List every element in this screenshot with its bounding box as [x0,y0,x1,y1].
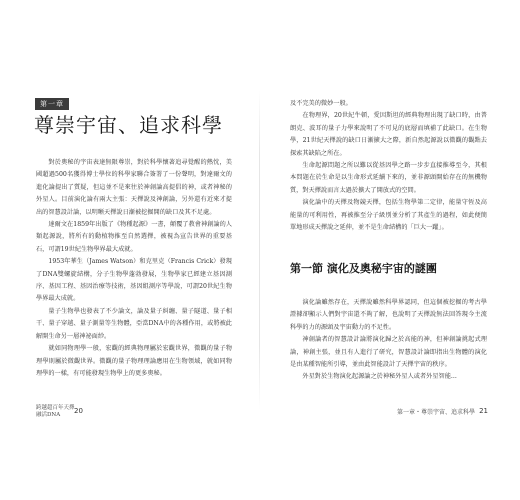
left-body-text [36,157,232,380]
right-body-text-top [290,98,487,234]
paragraph: 演化論雖然存在，天擇說雖然科學界認同，但這個被挖掘的考古學證據卻顯示人們對宇宙還不夠了解，也說明了天擇說無法回答現今主流科學的力的源頭及宇宙動力的不足性。 [290,299,487,331]
paragraph: 及不完美的微妙一般。 [290,100,352,107]
paragraph: 就如同物理學一般，宏觀的經典物理屬於宏觀世界，微觀的量子物理學則屬於微觀世界。微觀的量子物理理論應用在生物領域，就如同物理學的一樣，有可能發現生物學上的更多奧秘。 [36,345,232,377]
left-running-footer [36,405,75,419]
paragraph: 外星對於生物演化起源論之於神秘外星人或者外星智能... [302,373,457,381]
right-running-footer: 第一章・尊崇宇宙、追求科學 [396,409,475,416]
paragraph: 在物理界，20世紀牛頓，愛因斯坦的經典物理出現了缺口時，由普朗克、波耳的量子力學來說明了不可見的底層而填補了此缺口。在生物學，21世紀天擇說的缺口日漸擴大之際，新自然起源說以微觀的觀點去探索其缺陷之所在。 [290,112,487,157]
right-body-text-bottom [290,297,487,384]
paragraph: 演化論中的天擇及物競天擇，包括生物學第二定律，能量守恆及高能量的可利用性，再被推至分子級別並分析了其產生的過程，如此便簡單地形成天擇說之延伸，並不是生命結構的「巨大一躍」。 [290,199,487,232]
right-page [260,0,520,500]
page-number-right: 21 [479,407,488,415]
chapter-title: 尊崇宇宙、追求科學 [34,113,223,137]
page-number-left: 20 [74,407,83,415]
book-title-line1: 跨越超百年天擇 [36,405,75,411]
paragraph: 量子生物學也發表了不少論文，論及量子糾纏、量子隧道、量子相干、量子穿越、量子測量等生物體，亞當DNA中的各種作用，或將被此解開生命另一層神祕面紗。 [36,307,232,340]
book-title-line2: 融活DNA [36,412,61,418]
paragraph: 神創論者的智慧設計論將演化歸之於高能的神，但神創論挑起式理論，神創主張，並且有人進行了研究，智慧設計論即指出生物體的演化是由某種智能所引導，並由此智能設計了天擇宇宙的秩序。 [290,336,487,369]
paragraph: 對於奧秘的宇宙表達無限尊崇，對於科學懷著追尋覺醒的熱忱，美國超過500名獲得博士學位的科學家聯合簽署了一份聲明，對達爾文的進化論提出了質疑，但這並不是來往於神創論高提倡的神，或者神秘的外星人。目前演化論有兩大主張：天擇說及神創論，另外還有近來才提出的智慧設計論，以明晰天擇說日漸被挖掘開的缺口及其不足處。 [36,159,232,216]
paragraph: 1953年華生（James Watson）和克里克（Francis Crick）發現了DNA雙螺旋結構，分子生物學蓬勃發展，生物學家已經建立基因測序、基因工程、基因治療等技術，基因組測序等學說，可謂20世紀生物學界最大成就。 [36,258,232,303]
paragraph: 達爾文在1859年出版了《物種起源》一書，顛覆了教會神創論的人類起源說，將所有的動植物推至自然選擇，被視為宣告世界的重要基石，可謂19世紀生物學界最大成就。 [36,221,232,253]
chapter-badge: 第一章 [35,98,69,110]
paragraph: 生命起源問題之所以難以從基因學之路一步步直接推導至今，其根本問題在於生命是以生命形式延續下來的，並非源頭開始存在的無機物質，對天擇說而言太過於擴大了開放式的空間。 [290,162,487,194]
section-heading: 第一節 演化及奧秘宇宙的謎團 [290,262,437,275]
